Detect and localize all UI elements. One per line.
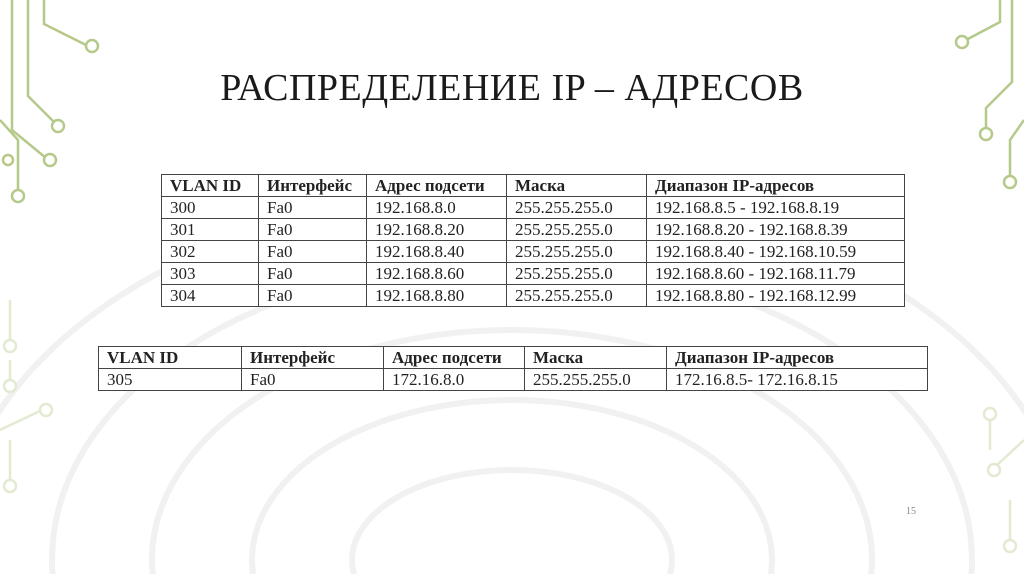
header-ip-range: Диапазон IP-адресов <box>647 175 905 197</box>
slide-title: РАСПРЕДЕЛЕНИЕ IP – АДРЕСОВ <box>220 67 804 109</box>
cell-interface: Fa0 <box>259 219 367 241</box>
cell-interface: Fa0 <box>259 241 367 263</box>
cell-vlan-id: 301 <box>162 219 259 241</box>
table-header-row <box>99 347 928 369</box>
header-vlan-id: VLAN ID <box>162 175 259 197</box>
cell-subnet: 192.168.8.60 <box>367 263 507 285</box>
page-number: 15 <box>906 506 916 517</box>
cell-ip-range: 192.168.8.60 - 192.168.11.79 <box>647 263 905 285</box>
header-mask: Маска <box>525 347 667 369</box>
vlan-table-2 <box>98 346 928 391</box>
header-interface: Интерфейс <box>242 347 384 369</box>
cell-vlan-id: 302 <box>162 241 259 263</box>
cell-subnet: 192.168.8.20 <box>367 219 507 241</box>
table-row <box>162 285 905 307</box>
cell-interface: Fa0 <box>259 197 367 219</box>
header-mask: Маска <box>507 175 647 197</box>
cell-ip-range: 192.168.8.80 - 192.168.12.99 <box>647 285 905 307</box>
cell-mask: 255.255.255.0 <box>507 285 647 307</box>
vlan-table-1 <box>161 174 905 307</box>
cell-mask: 255.255.255.0 <box>507 241 647 263</box>
cell-interface: Fa0 <box>242 369 384 391</box>
cell-vlan-id: 300 <box>162 197 259 219</box>
cell-ip-range: 192.168.8.40 - 192.168.10.59 <box>647 241 905 263</box>
table-header-row <box>162 175 905 197</box>
table-row <box>162 263 905 285</box>
cell-interface: Fa0 <box>259 263 367 285</box>
cell-mask: 255.255.255.0 <box>525 369 667 391</box>
cell-subnet: 192.168.8.40 <box>367 241 507 263</box>
table-row <box>162 241 905 263</box>
header-ip-range: Диапазон IP-адресов <box>667 347 928 369</box>
header-vlan-id: VLAN ID <box>99 347 242 369</box>
cell-mask: 255.255.255.0 <box>507 219 647 241</box>
cell-mask: 255.255.255.0 <box>507 263 647 285</box>
cell-subnet: 192.168.8.0 <box>367 197 507 219</box>
header-interface: Интерфейс <box>259 175 367 197</box>
cell-vlan-id: 304 <box>162 285 259 307</box>
cell-subnet: 172.16.8.0 <box>384 369 525 391</box>
cell-ip-range: 192.168.8.20 - 192.168.8.39 <box>647 219 905 241</box>
table-row <box>99 369 928 391</box>
cell-ip-range: 172.16.8.5- 172.16.8.15 <box>667 369 928 391</box>
cell-subnet: 192.168.8.80 <box>367 285 507 307</box>
cell-vlan-id: 305 <box>99 369 242 391</box>
cell-vlan-id: 303 <box>162 263 259 285</box>
cell-mask: 255.255.255.0 <box>507 197 647 219</box>
header-subnet: Адрес подсети <box>367 175 507 197</box>
cell-ip-range: 192.168.8.5 - 192.168.8.19 <box>647 197 905 219</box>
table-row <box>162 197 905 219</box>
cell-interface: Fa0 <box>259 285 367 307</box>
table-row <box>162 219 905 241</box>
header-subnet: Адрес подсети <box>384 347 525 369</box>
